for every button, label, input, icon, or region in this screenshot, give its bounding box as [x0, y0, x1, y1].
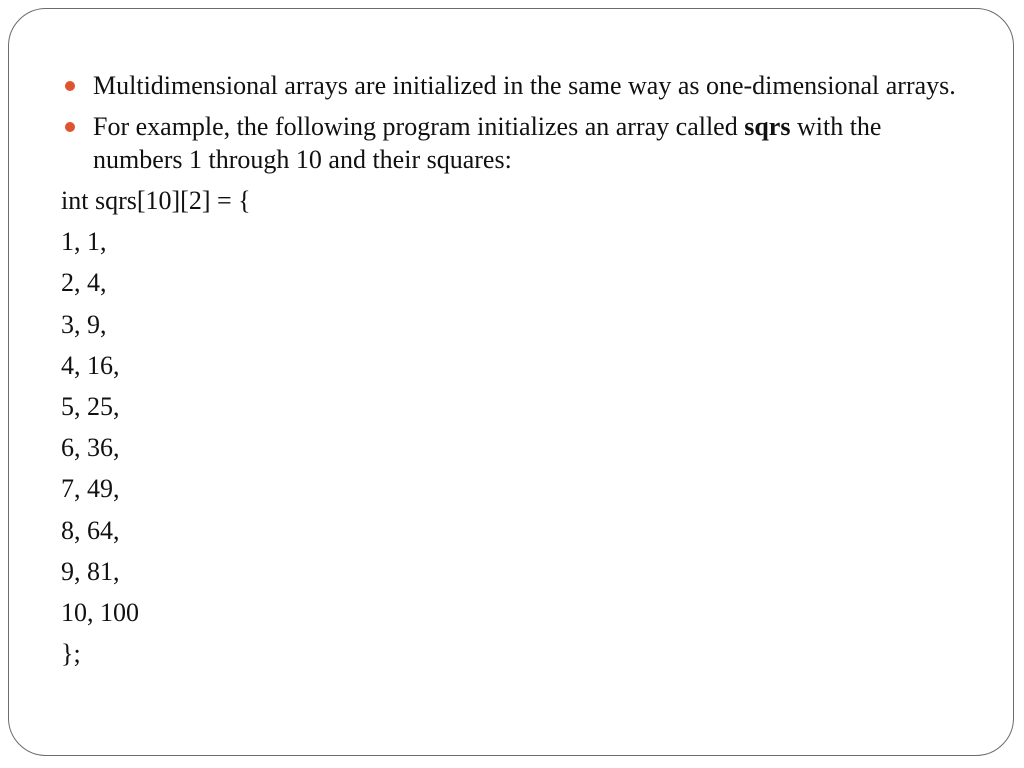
code-row-2: 2, 4, [61, 268, 107, 298]
code-row-7: 7, 49, [61, 474, 120, 504]
array-name-bold: sqrs [744, 112, 791, 141]
code-row-1: 1, 1, [61, 227, 107, 257]
code-row-9: 9, 81, [61, 556, 120, 586]
bullet-text-2-after: with the numbers 1 through 10 and their squares: [93, 112, 882, 174]
code-row-6: 6, 36, [61, 433, 120, 463]
slide-content [61, 69, 961, 674]
bullet-text-2 [93, 110, 961, 176]
code-row-5: 5, 25, [61, 391, 120, 421]
bullet-item-1 [61, 69, 961, 102]
code-row-3: 3, 9, [61, 309, 107, 339]
code-closing: }; [61, 639, 81, 669]
slide-frame [8, 8, 1014, 756]
code-row-10: 10, 100 [61, 597, 139, 627]
bullet-text-2-before: For example, the following program initializes an array called [93, 112, 745, 141]
code-block [61, 180, 961, 674]
bullet-dot-icon [65, 122, 75, 132]
code-declaration: int sqrs[10][2] = { [61, 186, 251, 215]
bullet-text-1: Multidimensional arrays are initialized in the same way as one-dimensional arrays. [93, 71, 956, 100]
bullet-dot-icon [65, 81, 75, 91]
bullet-item-2 [61, 110, 961, 176]
code-row-8: 8, 64, [61, 515, 120, 545]
code-row-4: 4, 16, [61, 350, 120, 380]
